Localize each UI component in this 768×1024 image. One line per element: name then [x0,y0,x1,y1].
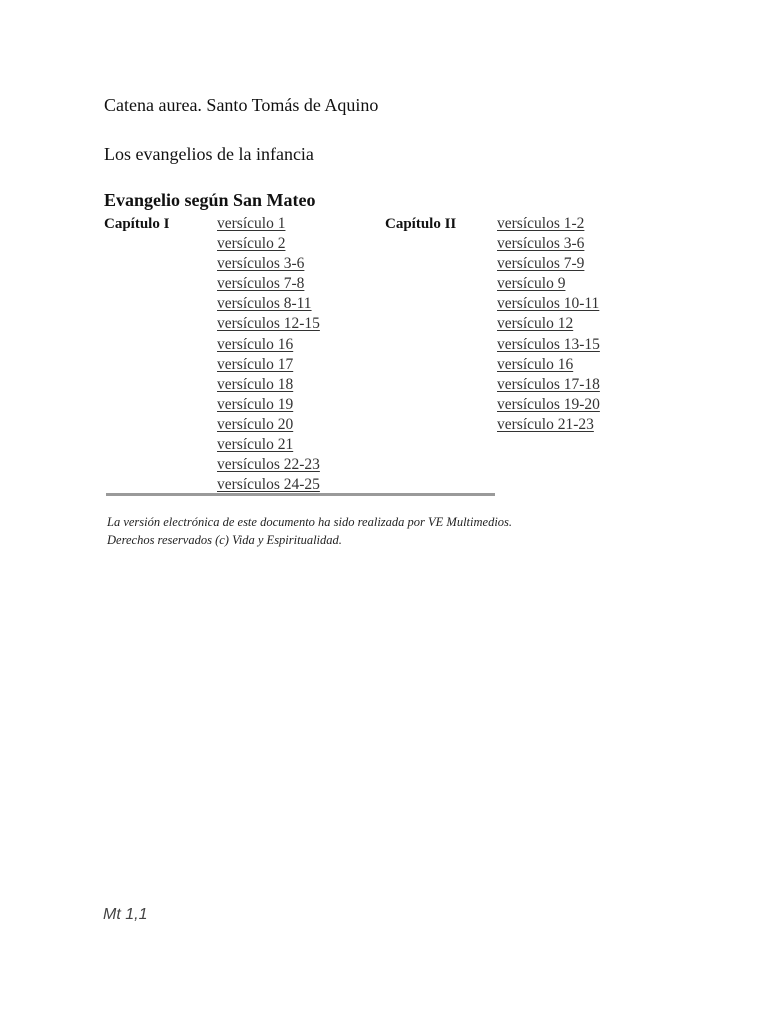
credits-note [107,513,512,549]
document-title: Catena aurea. Santo Tomás de Aquino [104,95,379,115]
chapter-1-verse-list [217,214,320,495]
gospel-heading: Evangelio según San Mateo [104,190,316,210]
verse-list-item [217,274,320,294]
verse-link[interactable]: versículos 12-15 [217,315,320,333]
verse-link[interactable]: versículos 19-20 [497,395,600,413]
verse-list-item [217,314,320,334]
credits-line-2: Derechos reservados (c) Vida y Espiritualidad. [107,533,342,547]
verse-link[interactable]: versículos 3-6 [497,235,585,253]
document-subtitle: Los evangelios de la infancia [104,144,314,164]
verse-link[interactable]: versículo 16 [217,335,294,353]
verse-link[interactable]: versículo 20 [217,415,294,433]
verse-link[interactable]: versículos 7-8 [217,275,305,293]
chapter-1-label: Capítulo I [104,216,170,232]
verse-list-item [497,335,600,355]
verse-list-item [497,274,600,294]
verse-link[interactable]: versículos 7-9 [497,255,585,273]
verse-list-item [217,455,320,475]
verse-link[interactable]: versículos 1-2 [497,215,585,232]
verse-link[interactable]: versículos 24-25 [217,476,320,494]
verse-list-item [497,314,600,334]
verse-list-item [217,355,320,375]
verse-link[interactable]: versículo 18 [217,375,294,393]
verse-link[interactable]: versículo 2 [217,235,286,253]
verse-link[interactable]: versículo 12 [497,315,574,333]
chapter-2-label: Capítulo II [385,216,457,232]
verse-link[interactable]: versículos 13-15 [497,335,600,353]
verse-list-item [217,254,320,274]
verse-link[interactable]: versículos 3-6 [217,255,305,273]
verse-link[interactable]: versículos 8-11 [217,295,312,313]
verse-list-item [217,375,320,395]
verse-list-item [217,234,320,254]
verse-link[interactable]: versículos 17-18 [497,375,600,393]
verse-list-item [217,335,320,355]
verse-link[interactable]: versículo 19 [217,395,294,413]
verse-list-item [497,355,600,375]
verse-link[interactable]: versículos 22-23 [217,456,320,474]
verse-list-item [497,415,600,435]
verse-list-item [497,214,600,234]
verse-link[interactable]: versículo 16 [497,355,574,373]
verse-list-item [217,395,320,415]
verse-list-item [217,294,320,314]
footer-reference: Mt 1,1 [103,906,148,923]
chapter-2-verse-list [497,214,600,435]
verse-link[interactable]: versículo 9 [497,275,566,293]
verse-list-item [217,415,320,435]
verse-list-item [497,234,600,254]
verse-link[interactable]: versículo 21 [217,436,294,454]
credits-line-1: La versión electrónica de este documento ha sido realizada por VE Multimedios. [107,515,513,529]
section-divider [106,493,495,496]
verse-link[interactable]: versículo 21-23 [497,415,594,433]
verse-list-item [497,375,600,395]
verse-link[interactable]: versículo 1 [217,215,286,232]
verse-list-item [497,294,600,314]
verse-link[interactable]: versículos 10-11 [497,295,600,313]
verse-list-item [497,254,600,274]
verse-list-item [217,435,320,455]
verse-link[interactable]: versículo 17 [217,355,294,373]
verse-list-item [217,214,320,234]
verse-list-item [497,395,600,415]
